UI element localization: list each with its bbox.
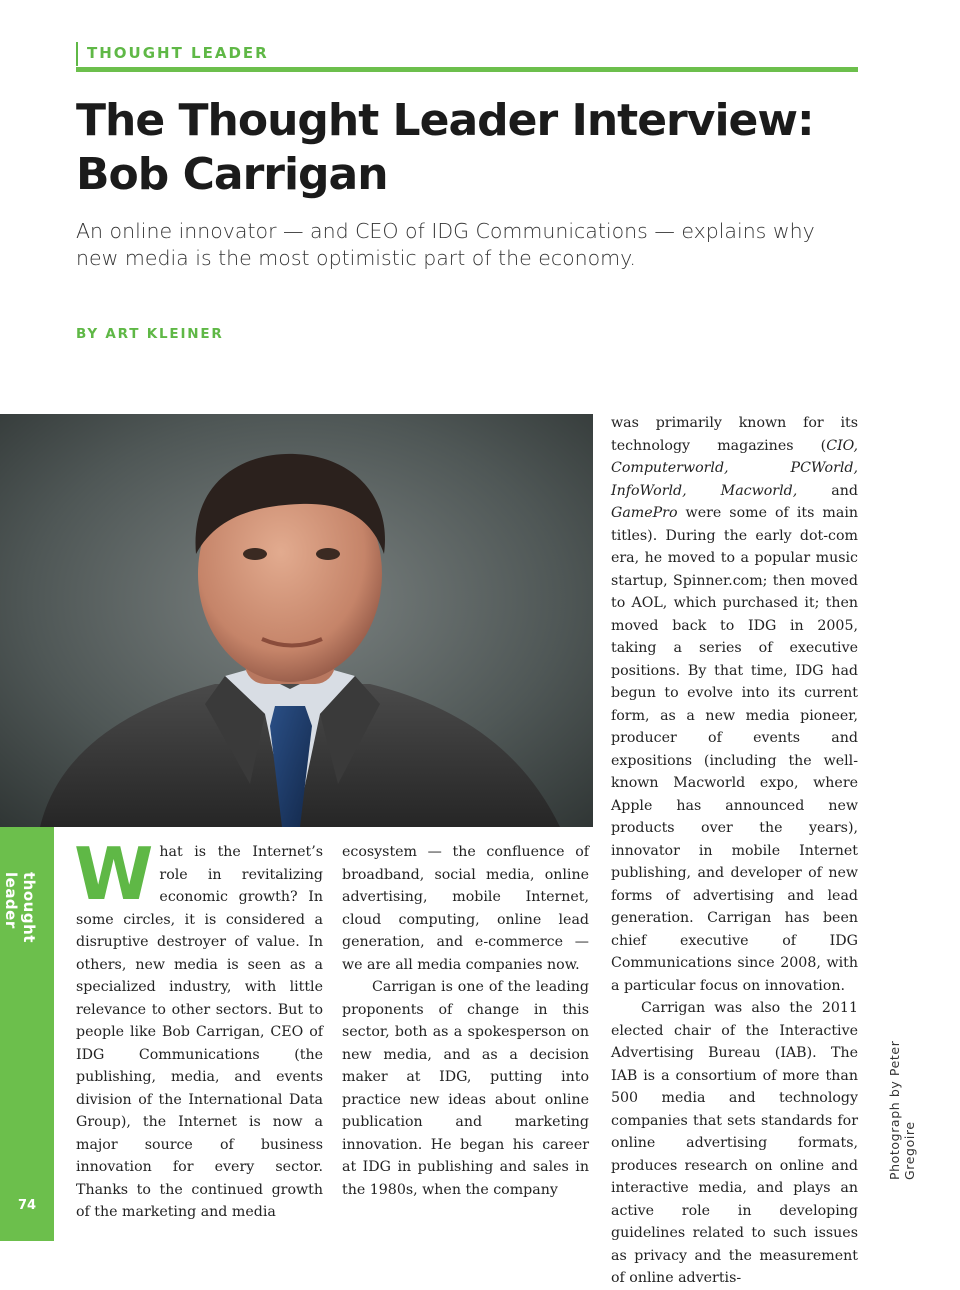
article-column-2 <box>342 841 589 1201</box>
article-column-3 <box>611 412 858 1290</box>
drop-cap: W <box>74 832 154 916</box>
portrait-photo <box>0 414 593 827</box>
paragraph-text: hat is the Internet’s role in revitalizing economic growth? In some circles, it is considered a disruptive destroyer of value. In others, new media is seen as a specialized industry, with little relevance to other sectors. But to people like Bob Carrigan, CEO of IDG Communications (the publishing, media, and events division of the International Data Group), the Internet is now a major source of business innovation for every sector. Thanks to the continued growth of the marketing and media <box>76 844 323 1220</box>
page-title <box>76 94 876 202</box>
subtitle-line-1: An online innovator — and CEO of IDG Communications — explains why <box>76 219 815 243</box>
page-number: 74 <box>17 1198 37 1213</box>
byline: BY ART KLEINER <box>76 326 224 342</box>
title-line-1: The Thought Leader Interview: <box>76 95 814 146</box>
sidebar-label: thought leader <box>2 872 38 943</box>
title-line-2: Bob Carrigan <box>76 149 388 200</box>
paragraph-text: and <box>797 482 858 499</box>
paragraph-text: was primarily known for its technology magazines ( <box>611 415 858 454</box>
article-column-1 <box>74 832 323 1224</box>
header-rule <box>76 67 858 72</box>
paragraph <box>74 832 323 1224</box>
magazine-titles: CIO, Computerworld, PCWorld, InfoWorld, Macworld, <box>611 437 858 499</box>
paragraph-text: were some of its main titles). During the early dot-com era, he moved to a popular music startup, Spinner.com; then moved to AOL, which purchased it; then moved back to IDG in 2005, taking a series of executive positions. By that time, IDG had begun to evolve into its current form, as a new media pioneer, producer of events and expositions (including the well-known Macworld expo, where Apple has announced new products over the years), innovator in mobile Internet publishing, and developer of new forms of advertising and lead generation. Carrigan has been chief executive of IDG Communications since 2008, with a particular focus on innovation. <box>611 505 858 994</box>
section-tag: THOUGHT LEADER <box>76 42 269 66</box>
paragraph: ecosystem — the confluence of broadband, social media, online advertising, mobile Internet, cloud computing, online lead generation, and e-commerce — we are all media companies now. <box>342 844 589 973</box>
magazine-title: GamePro <box>611 505 678 521</box>
paragraph: Carrigan was also the 2011 elected chair of the Interactive Advertising Bureau (IAB). The IAB is a consortium of more than 500 media and technology companies that sets standards for online advertising formats, produces research on online and interactive media, and plays an active role in developing guidelines related to such issues as privacy and the measurement of online advertis- <box>611 1000 858 1286</box>
photo-credit: Photograph by Peter Gregoire <box>887 1040 917 1180</box>
paragraph <box>611 412 858 997</box>
subtitle-line-2: new media is the most optimistic part of the economy. <box>76 246 636 270</box>
portrait-illustration <box>0 414 593 827</box>
paragraph: Carrigan is one of the leading proponents of change in this sector, both as a spokesperson on new media, and as a decision maker at IDG, putting into practice new ideas about online publication and marketing innovation. He began his career at IDG in publishing and sales in the 1980s, when the company <box>342 979 589 1198</box>
subtitle <box>76 218 856 272</box>
